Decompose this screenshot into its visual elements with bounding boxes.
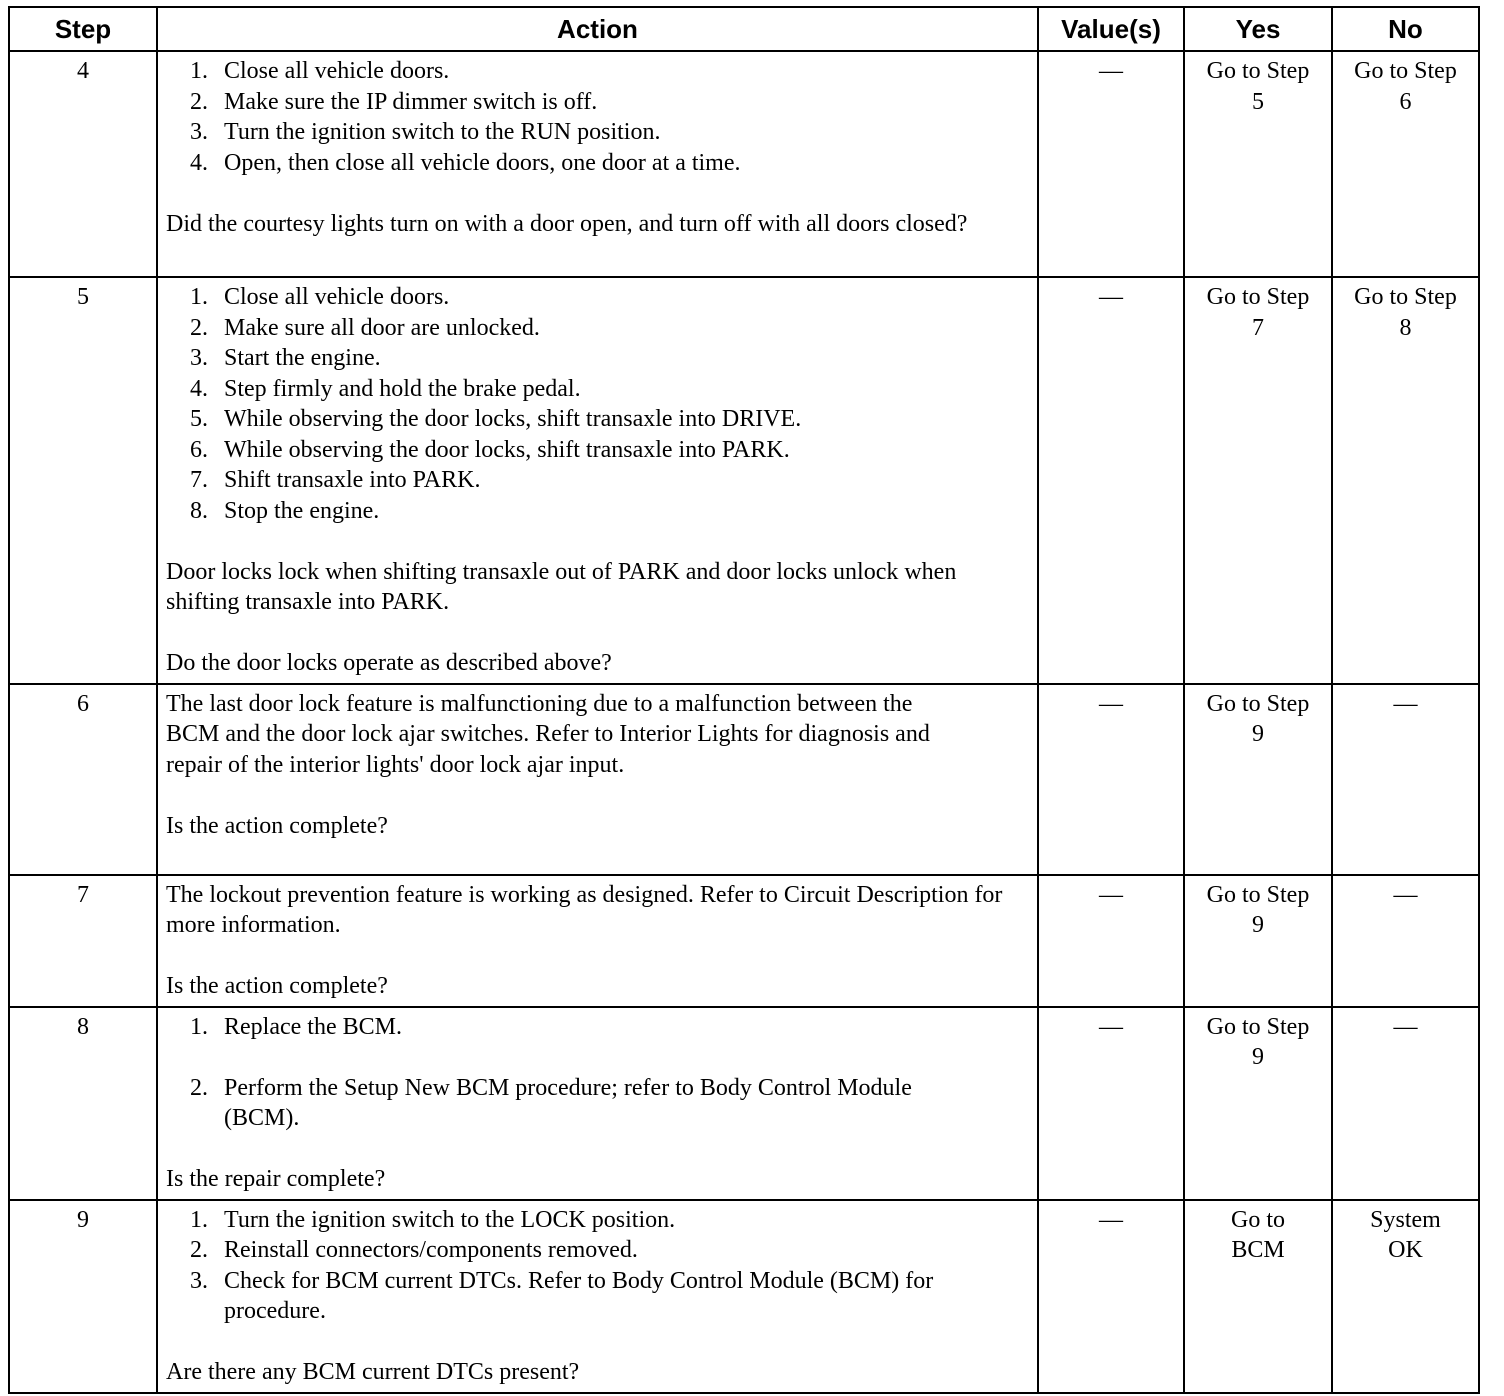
header-row xyxy=(9,7,1479,51)
action-cell xyxy=(157,277,1038,684)
action-question: Is the action complete? xyxy=(166,973,388,999)
value-cell xyxy=(1038,1200,1184,1393)
action-description: The last door lock feature is malfunctioning due to a malfunction between the BCM and the door lock ajar switches. Refer to Interior Lights for diagnosis and repair of the interior lights' door lock ajar input. xyxy=(166,690,930,778)
list-gap xyxy=(166,1042,1029,1073)
step-number: 6 xyxy=(9,684,157,875)
list-item: 6. While observing the door locks, shift transaxle into PARK. xyxy=(190,436,790,463)
no-cell: — xyxy=(1332,684,1479,875)
list-item: 2. Perform the Setup New BCM procedure; refer to Body Control Module (BCM). xyxy=(190,1074,912,1131)
no-cell: System OK xyxy=(1332,1200,1479,1393)
action-question: Do the door locks operate as described above? xyxy=(166,650,612,676)
action-question: Did the courtesy lights turn on with a door open, and turn off with all doors closed? xyxy=(166,210,968,237)
list-item: 1. Close all vehicle doors. xyxy=(190,284,450,310)
yes-cell: Go to Step 9 xyxy=(1184,875,1332,1007)
no-cell: — xyxy=(1332,1007,1479,1200)
value-text: — xyxy=(1099,1013,1123,1040)
list-item: 7. Shift transaxle into PARK. xyxy=(190,467,481,493)
value-cell xyxy=(1038,875,1184,1007)
table-row xyxy=(9,1200,1479,1393)
value-cell xyxy=(1038,51,1184,277)
action-question: Is the action complete? xyxy=(166,812,388,839)
action-cell xyxy=(157,51,1038,277)
action-description: Door locks lock when shifting transaxle out of PARK and door locks unlock when shifting transaxle into PARK. xyxy=(166,558,957,615)
list-item: 1. Close all vehicle doors. xyxy=(190,58,450,84)
yes-cell: Go to Step 7 xyxy=(1184,277,1332,684)
header-values: Value(s) xyxy=(1038,7,1184,51)
action-description: The lockout prevention feature is working as designed. Refer to Circuit Description for more information. xyxy=(166,881,1003,938)
list-item: 1. Replace the BCM. xyxy=(190,1013,402,1040)
list-item: 1. Turn the ignition switch to the LOCK position. xyxy=(190,1206,676,1233)
action-steps xyxy=(166,56,1029,178)
action-cell xyxy=(157,875,1038,1007)
table-row xyxy=(9,1007,1479,1200)
value-text: — xyxy=(1099,1206,1123,1233)
list-item: 3. Start the engine. xyxy=(190,345,381,371)
action-cell xyxy=(157,1200,1038,1393)
list-item: 5. While observing the door locks, shift transaxle into DRIVE. xyxy=(190,406,802,432)
action-steps xyxy=(166,1012,1029,1134)
no-cell: — xyxy=(1332,875,1479,1007)
value-cell xyxy=(1038,684,1184,875)
list-item: 4. Step firmly and hold the brake pedal. xyxy=(190,375,581,402)
step-number: 5 xyxy=(9,277,157,684)
value-cell xyxy=(1038,277,1184,684)
value-cell xyxy=(1038,1007,1184,1200)
step-number: 4 xyxy=(9,51,157,277)
step-number: 8 xyxy=(9,1007,157,1200)
yes-cell: Go to Step 5 xyxy=(1184,51,1332,277)
header-action: Action xyxy=(157,7,1038,51)
header-no: No xyxy=(1332,7,1479,51)
value-text: — xyxy=(1099,690,1123,717)
diagnostic-table xyxy=(8,6,1480,1394)
action-steps xyxy=(166,282,1029,526)
value-text: — xyxy=(1099,58,1123,84)
yes-cell: Go to BCM xyxy=(1184,1200,1332,1393)
list-item: 8. Stop the engine. xyxy=(190,497,380,524)
yes-cell: Go to Step 9 xyxy=(1184,1007,1332,1200)
list-item: 3. Turn the ignition switch to the RUN position. xyxy=(190,119,661,145)
header-step: Step xyxy=(9,7,157,51)
table-row xyxy=(9,51,1479,277)
value-text: — xyxy=(1099,881,1123,908)
table-row xyxy=(9,684,1479,875)
step-number: 9 xyxy=(9,1200,157,1393)
list-item: 2. Make sure the IP dimmer switch is off. xyxy=(190,88,598,115)
list-item: 3. Check for BCM current DTCs. Refer to Body Control Module (BCM) for procedure. xyxy=(190,1267,934,1324)
list-item: 2. Make sure all door are unlocked. xyxy=(190,314,540,341)
action-question: Is the repair complete? xyxy=(166,1166,386,1192)
list-item: 4. Open, then close all vehicle doors, one door at a time. xyxy=(190,149,741,176)
value-text: — xyxy=(1099,284,1123,310)
action-cell xyxy=(157,684,1038,875)
action-question: Are there any BCM current DTCs present? xyxy=(166,1359,580,1385)
no-cell: Go to Step 8 xyxy=(1332,277,1479,684)
action-steps xyxy=(166,1205,1029,1327)
table-row xyxy=(9,277,1479,684)
yes-cell: Go to Step 9 xyxy=(1184,684,1332,875)
step-number: 7 xyxy=(9,875,157,1007)
table-row xyxy=(9,875,1479,1007)
header-yes: Yes xyxy=(1184,7,1332,51)
action-cell xyxy=(157,1007,1038,1200)
no-cell: Go to Step 6 xyxy=(1332,51,1479,277)
list-item: 2. Reinstall connectors/components removed. xyxy=(190,1237,638,1263)
